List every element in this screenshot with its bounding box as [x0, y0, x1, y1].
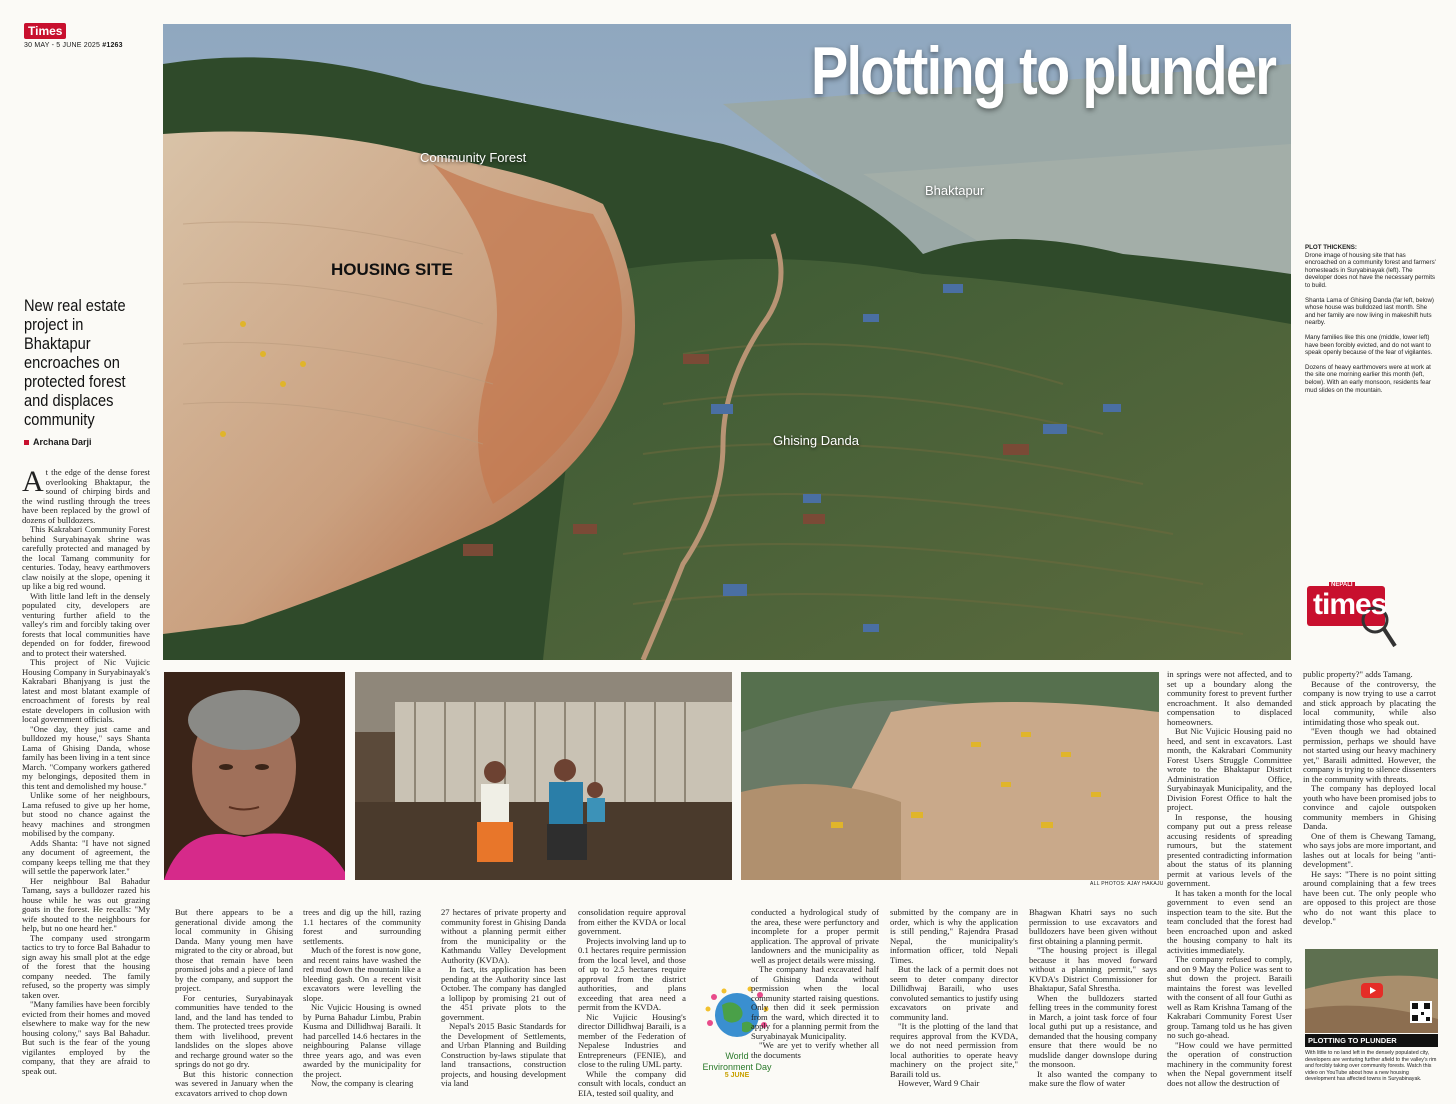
column-6 — [751, 908, 879, 1104]
column-1 — [22, 468, 150, 1098]
photo-earthmovers — [741, 672, 1159, 880]
paragraph: "The housing project is illegal because it has moved forward without a planning permit," says KVDA's District Commissioner for Bhaktapur, Safal Shrestha. — [1029, 945, 1157, 993]
column-10 — [1303, 670, 1436, 942]
paragraph: "Many families have been forcibly evicted from their homes and moved elsewhere to make way for the new housing colony," says Bal Bahadur. But such is the fear of the young vigilantes employed by the company, that they are afraid to speak out. — [22, 999, 150, 1076]
paragraph: trees and dig up the hill, razing 1.1 hectares of the community forest and surrounding settlements. — [303, 908, 421, 946]
masthead — [24, 22, 164, 49]
byline-author: Archana Darji — [33, 437, 92, 447]
photo-credit: ALL PHOTOS: AJAY HAKAJU — [1090, 881, 1164, 887]
paragraph: The company refused to comply, and on 9 May the Police was sent to shut down the project. Baraili maintains the forest was levelled with the consent of all four Guthi as well as Ram Krishna Tamang of the Kakrabari Community Forest User group. Tamang told us he has given no such go-ahead. — [1167, 954, 1292, 1040]
paragraph: "It is the plotting of the land that requires approval from the KVDA, we do not need permission from local authorities to operate heavy machinery on the project site," Baraili told us. — [890, 1021, 1018, 1079]
paragraph: Because of the controversy, the company is now trying to use a carrot and stick approach by placating the local community, while also intimidating those who speak out. — [1303, 678, 1436, 727]
hero-drone-photo — [163, 24, 1291, 660]
paragraph: But Nic Vujicic Housing paid no heed, and sent in excavators. Last month, the Kakrabari Community Forest Users Struggle Committee wrote to the Bhaktapur District Administration Office, Suryabinayak Municipality, and the Division Forest Office to halt the project. — [1167, 726, 1292, 812]
nepali-times-logo — [1305, 578, 1397, 650]
paragraph: "Even though we had obtained permission, perhaps we should have not started using our heavy machinery yet," Baraili admitted. However, the company is trying to silence dissenters in the community with threats. — [1303, 726, 1436, 784]
play-icon[interactable] — [1361, 983, 1383, 998]
issue-dates: 30 MAY - 5 JUNE 2025 — [24, 42, 101, 49]
paragraph: While the company did consult with locals, conduct an EIA, tested soil quality, and — [578, 1068, 686, 1098]
caption-title: PLOT THICKENS: — [1305, 244, 1357, 251]
paragraph: consolidation require approval from either the KVDA or local government. — [578, 908, 686, 936]
paragraph: However, Ward 9 Chair — [898, 1078, 980, 1088]
paragraph: "We are yet to verify whether all the documents — [751, 1040, 879, 1060]
column-7 — [890, 908, 1018, 1104]
paragraph: Nic Vujicic Housing is owned by Purna Bahadur Limbu, Prabin Kusma and Dillidhwaj Baraili. It had parcelled 14.6 hectares in the neighbouring Palanse village three years ago, and was even awarded by the municipality for the project. — [303, 1002, 421, 1079]
earthmovers-illustration — [741, 672, 1159, 880]
video-title[interactable]: PLOTTING TO PLUNDER — [1305, 1034, 1438, 1047]
column-8 — [1029, 908, 1157, 1104]
paragraph: For centuries, Suryabinayak communities have tended to the land, and the land has tended to them. The protected trees provide them with livelihood, prevent landslides on the slopes above and recharge ground water so the springs do not go dry. — [175, 992, 293, 1069]
paragraph: One of them is Chewang Tamang, who says jobs are more important, and lashes out at locals for being "anti-development". — [1303, 830, 1436, 869]
label-community-forest: Community Forest — [420, 150, 527, 165]
photo-evicted-family — [355, 672, 732, 880]
column-2 — [175, 908, 293, 1104]
paragraph: But this historic connection was severed in January when the excavators arrived to chop down — [175, 1068, 293, 1098]
paragraph: This project of Nic Vujicic Housing Company in Suryabinayak's Kakrabari Bhanjyang is just the latest and most blatant example of encroachment of forests by real estate developers in collusion with local government officials. — [22, 657, 150, 724]
paragraph: He says: "There is no point sitting around complaining that a few trees have been cut. The only people who are opposed to this project are those who do not want this place to develop." — [1303, 868, 1436, 926]
paragraph: But there appears to be a generational divide among the local community in Ghising Danda. Many young men have migrated to the city or abroad, but those that remain have been promised jobs and a piece of land by the company, and support the project. — [175, 908, 293, 993]
paragraph: in springs were not affected, and to set up a boundary along the community forest to prevent further encroachment. It also demanded compensation to displaced homeowners. — [1167, 670, 1292, 727]
drone-landscape-illustration — [163, 24, 1291, 660]
paragraph: In response, the housing company put out a press release accusing residents of spreading rumours, but the statement presented contradicting information about the status of its planning permit at various levels of the government. — [1167, 811, 1292, 888]
paragraph: In fact, its application has been pending at the Authority since last October. The company has dangled a lollipop by promising 21 out of the 451 private plots to the government. — [441, 964, 566, 1022]
paragraph: Projects involving land up to 0.1 hectares require permission from the local level, and those of up to 2.5 hectares require approval from the district authorities, and plans exceeding that area need a permit from the KVDA. — [578, 935, 686, 1012]
paragraph: Adds Shanta: "I have not signed any document of agreement, the company keeps telling me that they will settle the paperwork later." — [22, 837, 150, 876]
paragraph: "How could we have permitted the operation of construction machinery in the community forest when the Nepal government itself does not allow the destruction of — [1167, 1039, 1292, 1088]
paragraph: The company has deployed local youth who have been promised jobs to convince and cajole outspoken community members in Ghising Danda. — [1303, 783, 1436, 831]
caption-text: Dozens of heavy earthmovers were at work at the site one morning earlier this month (left, below). With an early monsoon, residents fear mud slides on the mountain. — [1305, 363, 1431, 394]
wed-line1: World — [725, 1051, 749, 1061]
column-9 — [1167, 670, 1292, 1104]
video-thumbnail[interactable] — [1305, 949, 1438, 1033]
paragraph: "One day, they just came and bulldozed my house," says Shanta Lama of Ghising Danda, whose family has been living in a tent since March. "Company workers gathered my belongings, deposited them in this tent and demolished my house." — [22, 723, 150, 791]
wed-date: 5 JUNE — [724, 1072, 750, 1079]
column-3 — [303, 908, 421, 1104]
headline: Plotting to plunder — [810, 33, 1275, 109]
paragraph: With little land left in the densely populated city, developers are venturing further afield to the valley's rim and forcibly taking over forests that local communities have depended on for fodder, firewood and to protect their watershed. — [22, 590, 150, 658]
paragraph: t the edge of the dense forest overlooking Bhaktapur, the sound of chirping birds and the wind rustling through the trees have been replaced by the growl of dozens of bulldozers. — [22, 468, 150, 525]
issue-number: #1263 — [102, 42, 123, 49]
paragraph: Much of the forest is now gone, and recent rains have washed the red mud down the mountain like a bleeding gash. On a recent visit excavators were levelling the slope. — [303, 945, 421, 1003]
caption-text: Drone image of housing site that has encroached on a community forest and farmers' homesteads in Suryabinayak (left). The developer does not have the necessary permits to build. — [1305, 251, 1436, 289]
column-5 — [578, 908, 686, 1104]
paragraph: Bhagwan Khatri says no such permission to use excavators and bulldozers have been given without first obtaining a planning permit. — [1029, 908, 1157, 946]
label-bhaktapur: Bhaktapur — [925, 183, 985, 198]
wed-line2: Environment Day — [702, 1062, 772, 1072]
caption-text: Many families like this one (middle, lower left) have been forcibly evicted, and do not want to speak openly because of the fear of vigilantes. — [1305, 333, 1433, 357]
byline-marker — [24, 440, 29, 445]
issue-info — [24, 42, 164, 49]
logo-big-text: times — [1313, 588, 1387, 621]
byline — [24, 437, 92, 447]
family-illustration — [355, 672, 732, 880]
paragraph: conducted a hydrological study of the area, these were perfunctory and incomplete for a proper permit application. The approval of private landowners and the municipality as well as project details were missing. — [751, 908, 879, 965]
paragraph: Nic Vujicic Housing's director Dillidhwaj Baraili, is a member of the Federation of Nepalese Industries and Entrepreneurs (FENIE), and close to the ruling UML party. — [578, 1011, 686, 1069]
photo-shanta-lama — [164, 672, 345, 880]
paragraph: It has taken a month for the local government to even send an inspection team to the site. But the team concluded that the forest had been encroached upon and asked the housing company to halt its activities immediately. — [1167, 887, 1292, 955]
paragraph: submitted by the company are in order, which is why the application is still pending," Rajendra Prasad Nepal, the municipality's information officer, told Nepali Times. — [890, 908, 1018, 965]
paragraph: This Kakrabari Community Forest behind Suryabinayak shrine was carefully protected and managed by the local Tamang community for centuries. Today, heavy earthmovers claw noisily at the slope, opening it up like a big red wound. — [22, 524, 150, 591]
paragraph: The company used strongarm tactics to try to force Bal Bahadur to sign away his small plot at the edge of the forest that the housing company needed. The family refused, so the property was simply taken over. — [22, 932, 150, 1000]
paragraph: 27 hectares of private property and community forest in Ghising Danda without a planning permit either from the municipality or the Kathmandu Valley Development Authority (KVDA). — [441, 908, 566, 965]
paragraph: public property?" adds Tamang. — [1303, 670, 1413, 679]
paragraph: Nepal's 2015 Basic Standards for the Development of Settlements, and Urban Planning and Building Construction by-laws stipulate that land transactions, construction projects, and housing development via land — [441, 1021, 566, 1088]
dropcap: A — [22, 468, 44, 498]
paragraph: Her neighbour Bal Bahadur Tamang, says a bulldozer razed his house while he was out grazing goats in the forest. He recalls: "My wife shouted to the neighbours for help, but no one heard her." — [22, 875, 150, 933]
label-housing-site: HOUSING SITE — [331, 260, 453, 279]
caption-text: Shanta Lama of Ghising Danda (far left, below) whose house was bulldozed last month. She and her family are now living in makeshift huts nearby. — [1305, 296, 1434, 327]
paragraph: Unlike some of her neighbours, Lama refused to give up her home, but stood no chance against the heavy machines and strongmen mobilised by the company. — [22, 790, 150, 838]
times-logo: Times — [24, 23, 66, 39]
label-ghising-danda: Ghising Danda — [773, 433, 859, 448]
paragraph: It also wanted the company to make sure the flow of water — [1029, 1068, 1157, 1088]
logo-small-text: NEPALI — [1331, 582, 1353, 588]
paragraph: The company had excavated half of Ghising Danda without permission when the local community started raising questions. Only then did it seek permission from the ward, which directed it to apply for a planning permit from the Suryabinayak Municipality. — [751, 964, 879, 1041]
photo-caption — [1305, 244, 1437, 401]
paragraph: But the lack of a permit does not seem to deter company director Dillidhwaj Baraili, who uses convoluted semantics to justify using excavators on private and community land. — [890, 964, 1018, 1022]
video-caption: With little to no land left in the densely populated city, developers are venturing further afield to the valley's rim and forcibly taking over community forests. Watch this video on YouTube about how a new housing development has affected towns in Suryabinayak. — [1305, 1050, 1437, 1083]
portrait-illustration — [164, 672, 345, 880]
paragraph: Now, the company is clearing — [311, 1078, 414, 1088]
paragraph: When the bulldozers started felling trees in the community forest in March, a joint task force of four local guthi put up a resistance, and demanded that the housing company ensure that there would be no mudslide danger downslope during the monsoon. — [1029, 992, 1157, 1069]
standfirst: New real estate project in Bhaktapur encroaches on protected forest and displaces community — [24, 296, 126, 429]
column-4 — [441, 908, 566, 1104]
